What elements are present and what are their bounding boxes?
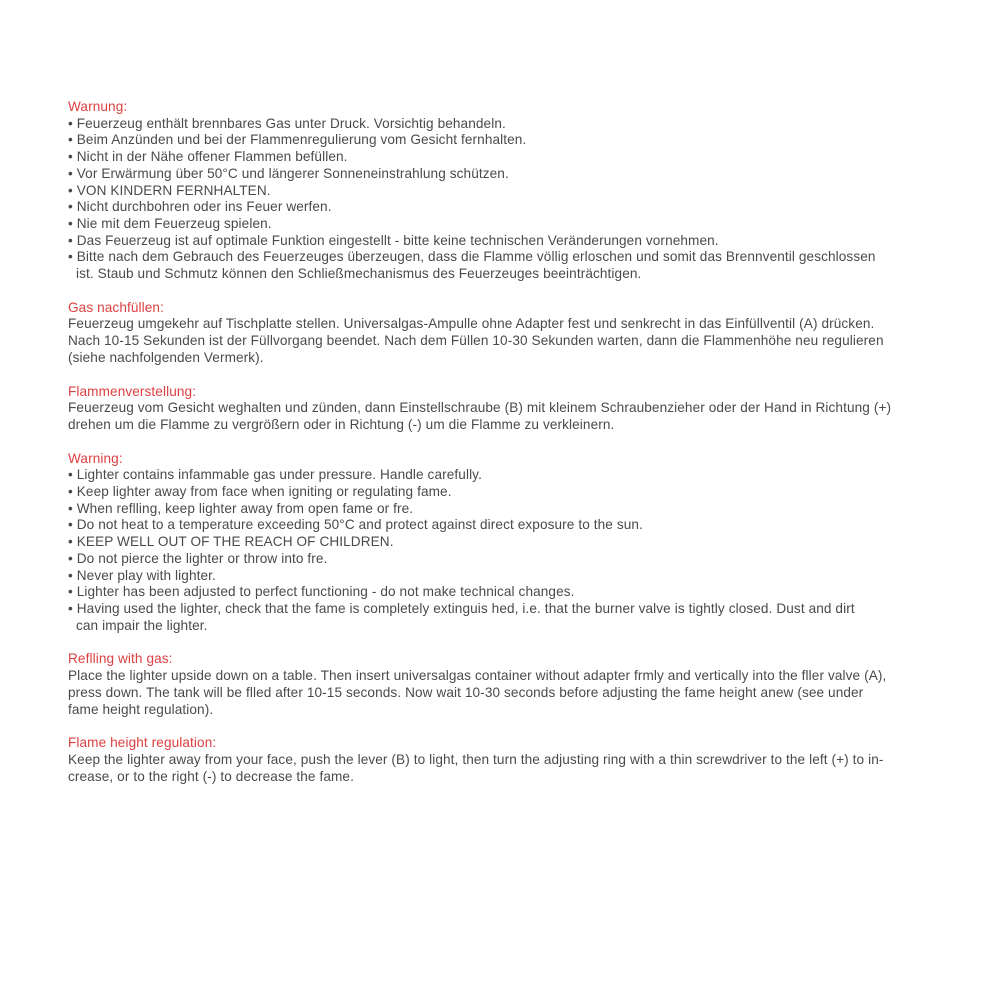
bullet-item: • Do not heat to a temperature exceeding 50°C and protect against direct exposure to the sun.	[68, 517, 643, 533]
bullet-item: • Beim Anzünden und bei der Flammenregulierung vom Gesicht fernhalten.	[68, 132, 527, 148]
bullet-item: • Lighter contains infammable gas under pressure. Handle carefully.	[68, 467, 482, 483]
paragraph-line: Feuerzeug umgekehr auf Tischplatte stellen. Universalgas-Ampulle ohne Adapter fest und senkrecht in das Einfüllventil (A) drücken.	[68, 316, 875, 332]
section-heading-flammenverstellung: Flammenverstellung:	[68, 383, 197, 399]
section-heading-warnung: Warnung:	[68, 99, 128, 114]
bullet-item-continuation: can impair the lighter.	[76, 617, 208, 633]
paragraph-line: crease, or to the right (-) to decrease the fame.	[68, 768, 354, 784]
bullet-item: • When reflling, keep lighter away from open fame or fre.	[68, 500, 414, 516]
paragraph-line: (siehe nachfolgenden Vermerk).	[68, 349, 264, 365]
lighter-instruction-sheet	[68, 99, 948, 802]
section-heading-refilling: Reflling with gas:	[68, 651, 173, 667]
bullet-item: • Bitte nach dem Gebrauch des Feuerzeuges überzeugen, dass die Flamme völlig erloschen und somit das Brennventil geschlossen	[68, 249, 876, 265]
section-warning-en	[68, 451, 948, 635]
section-flammenverstellung	[68, 384, 948, 434]
paragraph-line: press down. The tank will be flled after 10-15 seconds. Now wait 10-30 seconds before adjusting the fame height anew (see under	[68, 684, 864, 700]
section-gas-nachfuellen	[68, 300, 948, 367]
bullet-item: • Das Feuerzeug ist auf optimale Funktion eingestellt - bitte keine technischen Veränderungen vornehmen.	[68, 232, 719, 248]
bullet-item: • Feuerzeug enthält brennbares Gas unter Druck. Vorsichtig behandeln.	[68, 115, 506, 131]
bullet-item: • VON KINDERN FERNHALTEN.	[68, 182, 271, 198]
bullet-item: • Vor Erwärmung über 50°C und längerer Sonneneinstrahlung schützen.	[68, 165, 509, 181]
bullet-item: • Having used the lighter, check that the fame is completely extinguis hed, i.e. that the burner valve is tightly closed. Dust and dirt	[68, 600, 855, 616]
bullet-item-continuation: ist. Staub und Schmutz können den Schließmechanismus des Feuerzeuges beeinträchtigen.	[76, 266, 642, 282]
bullet-item: • KEEP WELL OUT OF THE REACH OF CHILDREN.	[68, 534, 394, 550]
bullet-item: • Do not pierce the lighter or throw into fre.	[68, 550, 328, 566]
paragraph-line: Keep the lighter away from your face, push the lever (B) to light, then turn the adjusting ring with a thin screwdriver to the left (+) to in-	[68, 751, 884, 767]
paragraph-line: Feuerzeug vom Gesicht weghalten und zünden, dann Einstellschraube (B) mit kleinem Schraubenzieher oder der Hand in Richtung (+)	[68, 400, 892, 416]
section-refilling-with-gas	[68, 651, 948, 718]
paragraph-line: Nach 10-15 Sekunden ist der Füllvorgang beendet. Nach dem Füllen 10-30 Sekunden warten, dann die Flammenhöhe neu regulieren	[68, 333, 884, 349]
section-heading-flame-height: Flame height regulation:	[68, 735, 217, 751]
paragraph-line: fame height regulation).	[68, 701, 214, 717]
bullet-item: • Lighter has been adjusted to perfect functioning - do not make technical changes.	[68, 584, 575, 600]
section-heading-gas-nachfuellen: Gas nachfüllen:	[68, 299, 164, 315]
bullet-item: • Nicht in der Nähe offener Flammen befüllen.	[68, 149, 348, 165]
bullet-item: • Never play with lighter.	[68, 567, 216, 583]
bullet-item: • Keep lighter away from face when igniting or regulating fame.	[68, 484, 452, 500]
section-warnung-de	[68, 99, 948, 283]
paragraph-line: drehen um die Flamme zu vergrößern oder in Richtung (-) um die Flamme zu verkleinern.	[68, 416, 615, 432]
section-heading-warning: Warning:	[68, 450, 123, 466]
bullet-item: • Nie mit dem Feuerzeug spielen.	[68, 215, 272, 231]
bullet-item: • Nicht durchbohren oder ins Feuer werfen.	[68, 199, 332, 215]
section-flame-height-regulation	[68, 735, 948, 785]
paragraph-line: Place the lighter upside down on a table. Then insert universalgas container without adapter frmly and vertically into the fller valve (A),	[68, 668, 887, 684]
